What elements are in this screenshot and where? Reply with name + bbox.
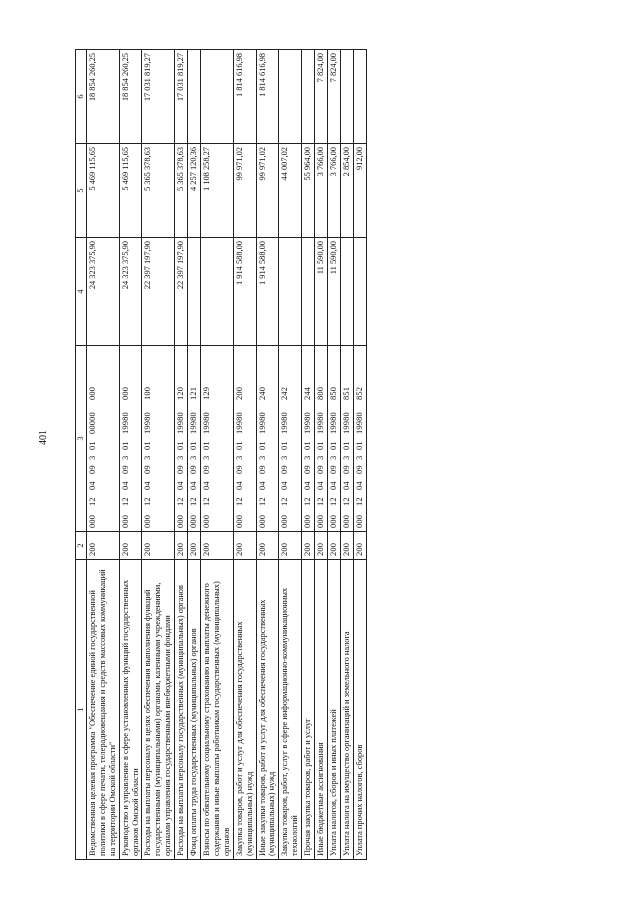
code-part: 01 (257, 441, 267, 450)
code-part: 19980 (341, 412, 351, 434)
code-part: 000 (201, 514, 211, 528)
code-part: 12 (176, 497, 186, 506)
code-part: 04 (354, 481, 364, 490)
table-row (200, 50, 233, 860)
code-part: 100 (143, 386, 153, 400)
code-part: 09 (280, 465, 290, 474)
table-row (256, 50, 279, 860)
row-col6 (200, 50, 233, 144)
row-name: Расходы на выплаты персоналу в целях обеспечения выполнения функций государственными (муниципальными) органами, казенными учреждениями, органами управления государственными внебюджетными фондами (142, 560, 175, 860)
code-part: 09 (341, 465, 351, 474)
row-col6: 17 031 819,27 (175, 50, 188, 144)
code-part: 09 (257, 465, 267, 474)
code-part: 09 (316, 465, 326, 474)
code-part: 01 (328, 441, 338, 450)
code-part: 01 (234, 441, 244, 450)
row-col5: 99 971,02 (233, 144, 256, 238)
code-part: 01 (176, 441, 186, 450)
code-part: 3 (176, 455, 186, 460)
table-row (302, 50, 315, 860)
row-col5: 3 766,00 (327, 144, 340, 238)
code-part: 12 (234, 497, 244, 506)
row-admin-code: 200 (175, 532, 188, 560)
row-name: Закупка товаров, работ и услуг для обеспечения государственных (муниципальных) нужд (233, 560, 256, 860)
row-col5: 912,00 (353, 144, 366, 238)
code-part: 04 (120, 481, 130, 490)
row-name: Уплата прочих налогов, сборов (353, 560, 366, 860)
code-part: 3 (328, 455, 338, 460)
code-part: 09 (303, 465, 313, 474)
code-part: 04 (303, 481, 313, 490)
code-part: 200 (234, 386, 244, 400)
row-col5: 5 365 378,63 (175, 144, 188, 238)
code-part: 04 (234, 481, 244, 490)
row-budget-code (200, 346, 233, 532)
row-admin-code: 200 (200, 532, 233, 560)
code-part: 3 (143, 455, 153, 460)
row-col6 (340, 50, 353, 144)
row-col4: 24 323 375,90 (86, 238, 119, 346)
code-part: 000 (120, 514, 130, 528)
row-budget-code (279, 346, 302, 532)
table-row (279, 50, 302, 860)
row-col4 (279, 238, 302, 346)
row-name: Прочая закупка товаров, работ и услуг (302, 560, 315, 860)
code-part: 800 (316, 386, 326, 400)
table-row (86, 50, 119, 860)
code-part: 09 (201, 465, 211, 474)
code-part: 01 (201, 441, 211, 450)
row-admin-code: 200 (142, 532, 175, 560)
row-budget-code (233, 346, 256, 532)
code-part: 19980 (303, 412, 313, 434)
row-col5: 5 469 115,65 (86, 144, 119, 238)
row-budget-code (119, 346, 142, 532)
code-part: 3 (87, 455, 97, 460)
row-col6: 1 814 616,98 (233, 50, 256, 144)
code-part: 04 (280, 481, 290, 490)
table-row (340, 50, 353, 860)
code-part: 19980 (316, 412, 326, 434)
row-col6: 1 814 616,98 (256, 50, 279, 144)
row-name: Взносы по обязательному социальному страхованию на выплаты денежного содержания и иные выплаты работникам государственных (муниципальных) органов (200, 560, 233, 860)
code-part: 000 (87, 514, 97, 528)
code-part: 19980 (143, 412, 153, 434)
row-admin-code: 200 (302, 532, 315, 560)
row-col5: 3 766,00 (315, 144, 328, 238)
code-part: 000 (176, 514, 186, 528)
code-part: 19980 (234, 412, 244, 434)
row-name: Иные закупки товаров, работ и услуг для обеспечения государственных (муниципальных) нужд (256, 560, 279, 860)
row-admin-code: 200 (119, 532, 142, 560)
code-part: 000 (303, 514, 313, 528)
row-col4: 22 397 197,90 (142, 238, 175, 346)
row-budget-code (256, 346, 279, 532)
code-part: 000 (189, 514, 199, 528)
row-admin-code: 200 (86, 532, 119, 560)
header-cell-3: 3 (76, 346, 87, 532)
code-part: 12 (189, 497, 199, 506)
code-part: 09 (143, 465, 153, 474)
code-part: 09 (328, 465, 338, 474)
code-part: 04 (201, 481, 211, 490)
code-part: 09 (87, 465, 97, 474)
code-part: 12 (87, 497, 97, 506)
row-budget-code (175, 346, 188, 532)
row-admin-code: 200 (279, 532, 302, 560)
code-part: 000 (257, 514, 267, 528)
row-name: Руководство и управление в сфере установленных функций государственных органов Омской области (119, 560, 142, 860)
row-col4: 1 914 588,00 (233, 238, 256, 346)
code-part: 12 (316, 497, 326, 506)
code-part: 12 (341, 497, 351, 506)
code-part: 01 (280, 441, 290, 450)
header-cell-1: 1 (76, 560, 87, 860)
row-col6 (353, 50, 366, 144)
code-part: 000 (234, 514, 244, 528)
row-col5: 5 469 115,65 (119, 144, 142, 238)
row-col4: 24 323 375,90 (119, 238, 142, 346)
row-col6 (188, 50, 201, 144)
code-part: 01 (341, 441, 351, 450)
row-col4 (188, 238, 201, 346)
row-col5: 44 007,02 (279, 144, 302, 238)
row-budget-code (86, 346, 119, 532)
row-budget-code (188, 346, 201, 532)
budget-table (75, 49, 367, 860)
row-budget-code (302, 346, 315, 532)
code-part: 129 (201, 386, 211, 400)
code-part: 04 (257, 481, 267, 490)
code-part: 19980 (189, 412, 199, 434)
code-part: 09 (354, 465, 364, 474)
code-part: 01 (303, 441, 313, 450)
row-col5: 5 365 378,63 (142, 144, 175, 238)
code-part: 3 (354, 455, 364, 460)
header-cell-6: 6 (76, 50, 87, 144)
table-row (142, 50, 175, 860)
code-part: 244 (303, 386, 313, 400)
code-part: 852 (354, 386, 364, 400)
row-name: Иные бюджетные ассигнования (315, 560, 328, 860)
row-col4: 22 397 197,90 (175, 238, 188, 346)
code-part: 04 (87, 481, 97, 490)
table-row (175, 50, 188, 860)
code-part: 04 (328, 481, 338, 490)
row-name: Фонд оплаты труда государственных (муниципальных) органов (188, 560, 201, 860)
code-part: 04 (341, 481, 351, 490)
row-col6: 7 824,00 (315, 50, 328, 144)
row-col4: 11 590,00 (327, 238, 340, 346)
code-part: 000 (120, 386, 130, 400)
code-part: 04 (189, 481, 199, 490)
code-part: 000 (341, 514, 351, 528)
row-admin-code: 200 (327, 532, 340, 560)
row-col6: 18 854 260,25 (86, 50, 119, 144)
row-col4 (302, 238, 315, 346)
row-col5: 2 854,00 (340, 144, 353, 238)
code-part: 19980 (257, 412, 267, 434)
code-part: 000 (87, 386, 97, 400)
row-col6: 7 824,00 (327, 50, 340, 144)
row-col6 (302, 50, 315, 144)
code-part: 12 (303, 497, 313, 506)
code-part: 01 (87, 441, 97, 450)
table-row (119, 50, 142, 860)
code-part: 01 (354, 441, 364, 450)
code-part: 3 (120, 455, 130, 460)
code-part: 19980 (176, 412, 186, 434)
row-admin-code: 200 (353, 532, 366, 560)
code-part: 3 (257, 455, 267, 460)
page-number: 401 (38, 430, 49, 445)
code-part: 19980 (280, 412, 290, 434)
header-cell-5: 5 (76, 144, 87, 238)
code-part: 12 (257, 497, 267, 506)
row-admin-code: 200 (256, 532, 279, 560)
row-budget-code (353, 346, 366, 532)
code-part: 19980 (328, 412, 338, 434)
row-admin-code: 200 (233, 532, 256, 560)
row-col4 (340, 238, 353, 346)
row-col5: 4 257 120,36 (188, 144, 201, 238)
code-part: 000 (280, 514, 290, 528)
row-name: Ведомственная целевая программа "Обеспечение единой государственной политики в сфере печати, телерадиовещания и средств массовых коммуникаций на территории Омской области" (86, 560, 119, 860)
row-col5: 1 108 258,27 (200, 144, 233, 238)
code-part: 000 (328, 514, 338, 528)
row-budget-code (340, 346, 353, 532)
row-col5: 55 964,00 (302, 144, 315, 238)
code-part: 01 (189, 441, 199, 450)
code-part: 12 (143, 497, 153, 506)
code-part: 01 (143, 441, 153, 450)
row-name: Уплата налогов, сборов и иных платежей (327, 560, 340, 860)
budget-table-rotated (75, 50, 575, 860)
table-row (327, 50, 340, 860)
row-admin-code: 200 (340, 532, 353, 560)
code-part: 09 (176, 465, 186, 474)
code-part: 3 (234, 455, 244, 460)
code-part: 851 (341, 386, 351, 400)
code-part: 000 (316, 514, 326, 528)
code-part: 3 (201, 455, 211, 460)
row-col5: 99 971,02 (256, 144, 279, 238)
table-row (353, 50, 366, 860)
code-part: 04 (143, 481, 153, 490)
code-part: 3 (189, 455, 199, 460)
code-part: 3 (316, 455, 326, 460)
code-part: 12 (280, 497, 290, 506)
code-part: 00000 (87, 412, 97, 434)
code-part: 000 (143, 514, 153, 528)
row-admin-code: 200 (188, 532, 201, 560)
code-part: 19980 (120, 412, 130, 434)
code-part: 000 (354, 514, 364, 528)
row-col6: 17 031 819,27 (142, 50, 175, 144)
code-part: 3 (341, 455, 351, 460)
table-row (315, 50, 328, 860)
code-part: 242 (280, 386, 290, 400)
code-part: 3 (303, 455, 313, 460)
code-part: 19980 (354, 412, 364, 434)
row-col6: 18 854 260,25 (119, 50, 142, 144)
code-part: 120 (176, 386, 186, 400)
header-cell-4: 4 (76, 238, 87, 346)
code-part: 04 (316, 481, 326, 490)
row-col4: 11 590,00 (315, 238, 328, 346)
row-col4 (200, 238, 233, 346)
row-col6 (279, 50, 302, 144)
row-name: Расходы на выплаты персоналу государственных (муниципальных) органов (175, 560, 188, 860)
row-col4 (353, 238, 366, 346)
code-part: 12 (328, 497, 338, 506)
code-part: 04 (176, 481, 186, 490)
header-row (76, 50, 87, 860)
code-part: 121 (189, 386, 199, 400)
row-admin-code: 200 (315, 532, 328, 560)
code-part: 12 (354, 497, 364, 506)
code-part: 12 (201, 497, 211, 506)
row-budget-code (327, 346, 340, 532)
code-part: 09 (120, 465, 130, 474)
code-part: 01 (120, 441, 130, 450)
row-budget-code (315, 346, 328, 532)
code-part: 09 (234, 465, 244, 474)
code-part: 19980 (201, 412, 211, 434)
row-name: Закупка товаров, работ, услуг в сфере информационно-коммуникационных технологий (279, 560, 302, 860)
table-row (233, 50, 256, 860)
code-part: 3 (280, 455, 290, 460)
code-part: 850 (328, 386, 338, 400)
row-col4: 1 914 588,00 (256, 238, 279, 346)
row-name: Уплата налога на имущество организаций и земельного налога (340, 560, 353, 860)
code-part: 01 (316, 441, 326, 450)
code-part: 240 (257, 386, 267, 400)
code-part: 09 (189, 465, 199, 474)
table-body (76, 50, 367, 860)
code-part: 12 (120, 497, 130, 506)
table-row (188, 50, 201, 860)
header-cell-2: 2 (76, 532, 87, 560)
row-budget-code (142, 346, 175, 532)
